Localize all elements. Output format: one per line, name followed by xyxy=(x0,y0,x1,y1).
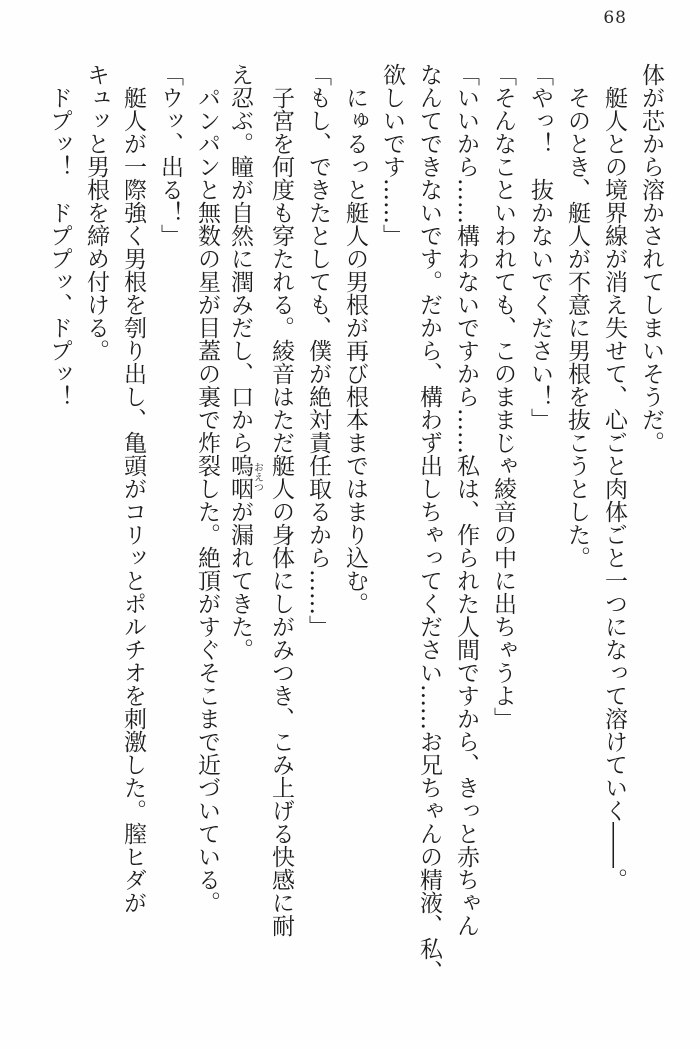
text-column: キュッと男根を締め付ける。 xyxy=(83,63,109,362)
text-column: ドプッ！ ドププッ、ドプッ！ xyxy=(46,63,72,408)
text-column: 艇人との境界線が消え失せて、心ごと肉体ごと一つになって溶けていく――。 xyxy=(601,63,627,891)
text-column: 「やっ！ 抜かないでください！」 xyxy=(527,63,553,431)
page-number: 68 xyxy=(603,8,627,28)
furigana-ruby: 嗚咽おえつ xyxy=(227,454,263,500)
text-column: 「ウッ、出る！」 xyxy=(157,63,183,247)
text-column: 体が芯から溶かされてしまいそうだ。 xyxy=(638,63,664,454)
text-column: 艇人が一際強く男根を刳り出し、亀頭がコリッとポルチオを刺激した。膣ヒダが xyxy=(120,63,146,914)
text-column: え忍ぶ。瞳が自然に潤みだし、口から嗚咽おえつが漏れてきた。 xyxy=(227,63,263,661)
text-column: 「もし、できたとしても、僕が絶対責任取るから……」 xyxy=(305,63,331,638)
text-column: 「そんなこといわれても、このままじゃ綾音の中に出ちゃうよ」 xyxy=(490,63,516,730)
text-column: 「いいから……構わないですから……私は、作られた人間ですから、きっと赤ちゃん xyxy=(453,63,479,937)
text-column: 欲しいです……」 xyxy=(379,63,405,247)
text-column: 子宮を何度も穿たれる。綾音はただ艇人の身体にしがみつき、こみ上げる快感に耐 xyxy=(268,63,294,937)
text-column: にゅるっと艇人の男根が再び根本まではまり込む。 xyxy=(342,63,368,615)
text-column: なんてできないです。だから、構わず出しちゃってください……お兄ちゃんの精液、私、 xyxy=(416,63,442,983)
text-column: そのとき、艇人が不意に男根を抜こうとした。 xyxy=(564,63,590,569)
text-block xyxy=(40,63,669,991)
text-column: パンパンと無数の星が目蓋の裏で炸裂した。絶頂がすぐそこまで近づいている。 xyxy=(194,63,220,914)
